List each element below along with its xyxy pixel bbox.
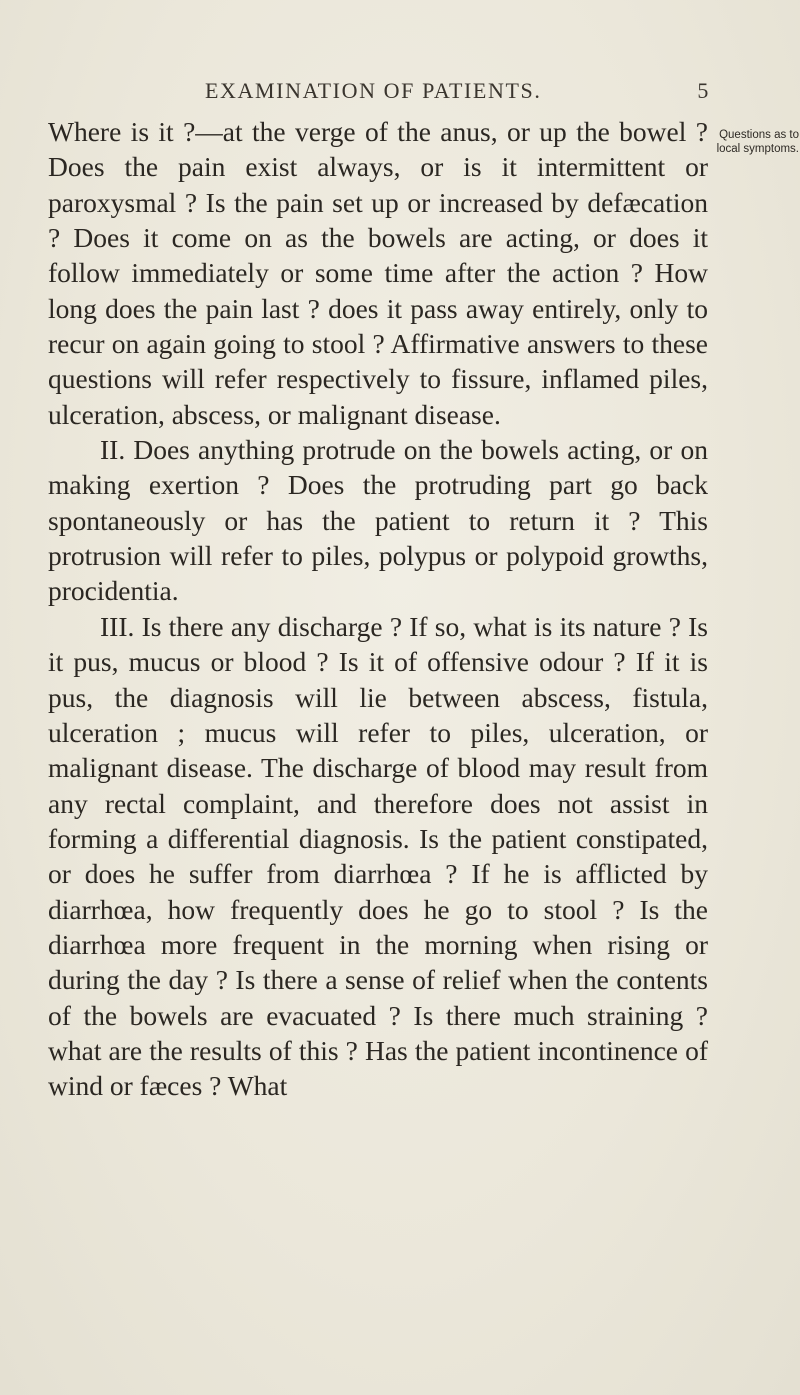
paragraph-questions: Where is it ?—at the verge of the anus, or up the bowel ? Does the pain exist always, or is it intermittent or paroxysmal ? Is the pain set up or increased by defæcation ? Does it come on as the bowels are acting, or does it follow immediately or some time after the action ? How long does the pain last ? does it pass away entirely, only to recur on again going to stool ? Affirmative answers to these questions will refer respectively to fissure, inflamed piles, ulceration, abscess, or malignant disease. <box>48 116 708 430</box>
body-text <box>48 114 708 1104</box>
margin-note: Questions as to local symptoms. <box>716 129 799 155</box>
page-number: 5 <box>697 78 710 103</box>
paragraph-section-iii: III. Is there any discharge ? If so, what is its nature ? Is it pus, mucus or blood ? Is it of offensive odour ? If it is pus, the diagnosis will lie between abscess, fistula, ulceration ; mucus will refer to piles, ulceration, or malignant disease. The discharge of blood may result from any rectal complaint, and therefore does not assist in forming a differential diagnosis. Is the patient constipated, or does he suffer from diarrhœa ? If he is afflicted by diarrhœa, how frequently does he go to stool ? Is the diarrhœa more frequent in the morning when rising or during the day ? Is there a sense of relief when the contents of the bowels are evacuated ? Is there much straining ? what are the results of this ? Has the patient incontinence of wind or fæces ? What <box>48 610 708 1102</box>
paragraph-section-ii: II. Does anything protrude on the bowels acting, or on making exertion ? Does the protruding part go back spontaneously or has the patient to return it ? This protrusion will refer to piles, polypus or polypoid growths, procidentia. <box>48 434 708 607</box>
running-head <box>205 78 710 104</box>
running-title: EXAMINATION OF PATIENTS. <box>205 78 542 103</box>
